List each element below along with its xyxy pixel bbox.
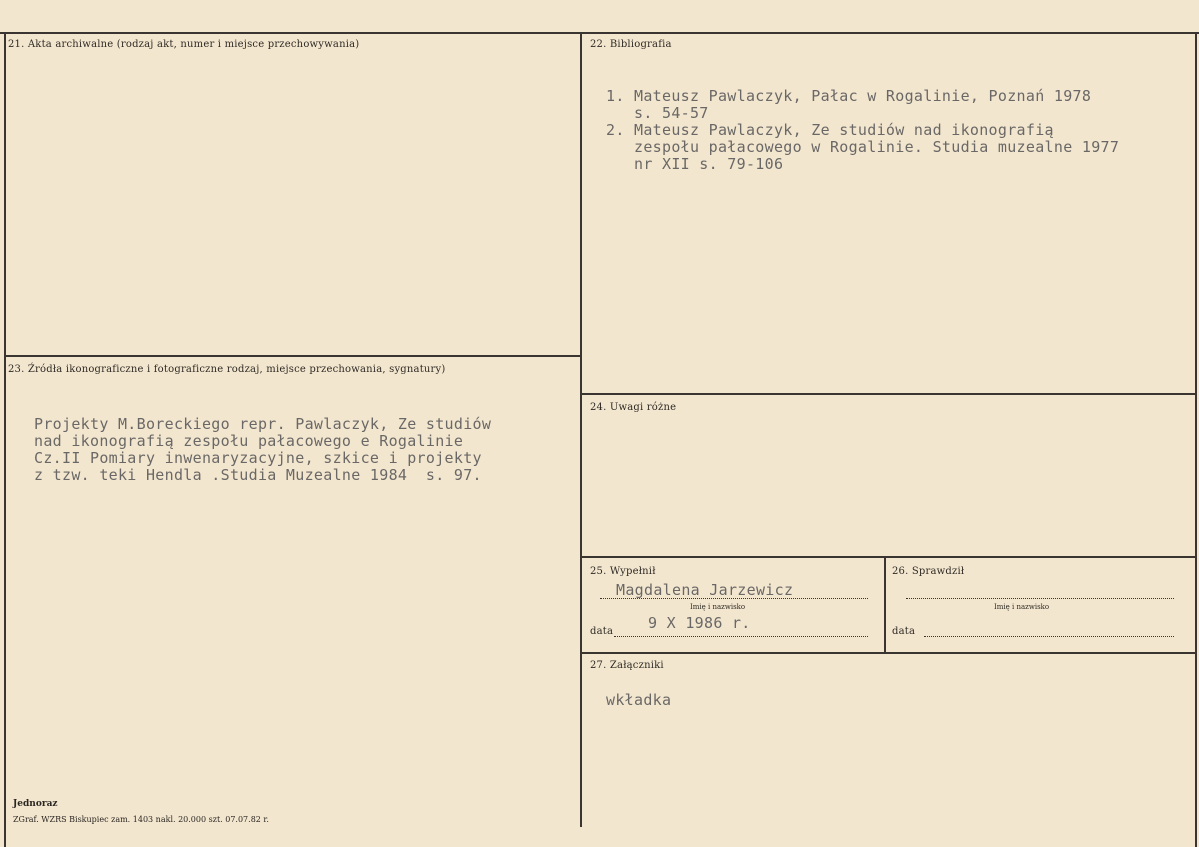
bibliography-line: 1. Mateusz Pawlaczyk, Pałac w Rogalinie, Poznań 1978 — [606, 87, 1092, 105]
filled-by-name-line — [600, 598, 868, 599]
center-divider — [580, 32, 582, 827]
filled-by-name-caption: Imię i nazwisko — [690, 603, 746, 611]
checked-by-name-line — [906, 598, 1174, 599]
field-27-label: 27. Załączniki — [590, 660, 664, 671]
divider-25-27 — [580, 652, 1197, 654]
divider-24-25 — [580, 556, 1197, 558]
bibliography-line: s. 54-57 — [606, 104, 709, 122]
checked-by-date-line — [924, 636, 1174, 637]
attachments-value: wkładka — [606, 691, 672, 709]
checked-by-name-caption: Imię i nazwisko — [994, 603, 1050, 611]
footer-print-info: ZGraf. WZRS Biskupiec zam. 1403 nakl. 20.000 szt. 07.07.82 r. — [13, 815, 269, 824]
checked-by-date-label: data — [892, 626, 916, 637]
filled-by-date: 9 X 1986 r. — [648, 614, 751, 632]
filled-by-name: Magdalena Jarzewicz — [616, 581, 794, 599]
divider-25-26 — [884, 556, 886, 654]
right-border — [1195, 32, 1197, 847]
source-line: nad ikonografią zespołu pałacowego e Rogalinie — [34, 432, 464, 450]
top-border — [0, 32, 1199, 34]
field-22-label: 22. Bibliografia — [590, 39, 672, 50]
bibliography-line: nr XII s. 79-106 — [606, 155, 784, 173]
divider-22-24 — [580, 393, 1197, 395]
field-21-label: 21. Akta archiwalne (rodzaj akt, numer i miejsce przechowywania) — [8, 39, 360, 50]
left-border — [4, 32, 6, 847]
footer-title: Jednoraz — [13, 799, 58, 809]
bibliography-line: 2. Mateusz Pawlaczyk, Ze studiów nad ikonografią — [606, 121, 1054, 139]
field-26-label: 26. Sprawdził — [892, 566, 965, 577]
filled-by-date-label: data — [590, 626, 614, 637]
bibliography-line: zespołu pałacowego w Rogalinie. Studia muzealne 1977 — [606, 138, 1120, 156]
filled-by-date-line — [614, 636, 868, 637]
divider-21-23 — [4, 355, 580, 357]
source-line: Cz.II Pomiary inwenaryzacyjne, szkice i projekty — [34, 449, 482, 467]
field-25-label: 25. Wypełnił — [590, 566, 656, 577]
field-23-label: 23. Źródła ikonograficzne i fotograficzne rodzaj, miejsce przechowania, sygnatury) — [8, 364, 446, 375]
field-24-label: 24. Uwagi różne — [590, 402, 677, 413]
source-line: Projekty M.Boreckiego repr. Pawlaczyk, Ze studiów — [34, 415, 492, 433]
source-line: z tzw. teki Hendla .Studia Muzealne 1984 s. 97. — [34, 466, 482, 484]
